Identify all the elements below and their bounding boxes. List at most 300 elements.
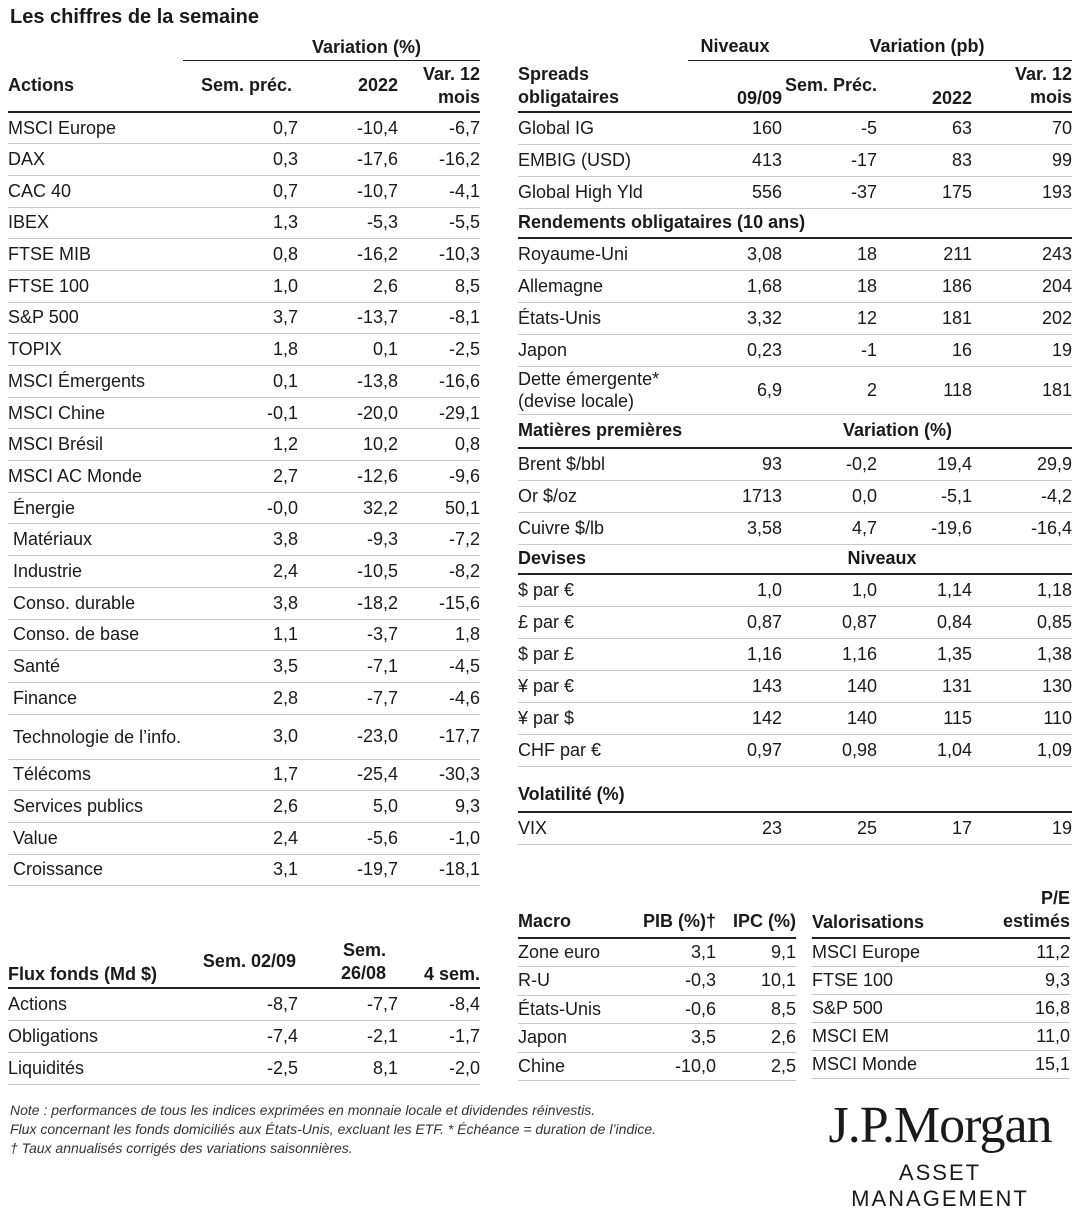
cell-value: 0,8 <box>183 239 298 271</box>
cell-value: 2,6 <box>183 791 298 823</box>
row-label: IBEX <box>8 207 183 239</box>
cell-value: 0,1 <box>183 366 298 398</box>
devises-body <box>518 574 1072 766</box>
cell-value: 3,5 <box>183 651 298 683</box>
row-label: Énergie <box>8 492 183 524</box>
cell-value: 70 <box>972 112 1072 144</box>
variation-group-header: Variation (pb) <box>782 34 1072 60</box>
row-label: MSCI Europe <box>8 112 183 144</box>
col-header: Sem. préc. <box>183 60 298 112</box>
row-label: R-U <box>518 967 630 996</box>
macro-table <box>518 906 796 1081</box>
table-row <box>812 966 1070 994</box>
col-header: 4 sem. <box>398 936 480 988</box>
table-row <box>8 334 480 366</box>
table-row <box>8 759 480 791</box>
row-label: FTSE MIB <box>8 239 183 271</box>
cell-value: -19,6 <box>877 512 972 544</box>
cell-value: 1,0 <box>782 574 877 606</box>
cell-value: 17 <box>877 812 972 844</box>
cell-value: -15,6 <box>398 587 480 619</box>
row-label: Obligations <box>8 1020 188 1052</box>
table-row <box>812 1050 1070 1078</box>
table-row <box>8 492 480 524</box>
cell-value: 118 <box>877 366 972 414</box>
table-row <box>518 448 1072 480</box>
cell-value: -7,1 <box>298 651 398 683</box>
page-title: Les chiffres de la semaine <box>10 6 260 28</box>
cell-value: -17,7 <box>398 714 480 759</box>
cell-value: -10,0 <box>630 1052 716 1081</box>
niveaux-group-header: Niveaux <box>688 34 782 60</box>
cell-value: 5,0 <box>298 791 398 823</box>
cell-value: -4,5 <box>398 651 480 683</box>
row-label: £ par € <box>518 606 688 638</box>
cell-value: 140 <box>782 670 877 702</box>
cell-value: -1 <box>782 334 877 366</box>
table-row <box>8 270 480 302</box>
section-title: Volatilité (%) <box>518 778 1072 812</box>
valorisations-table <box>812 884 1070 1079</box>
cell-value: 1,04 <box>877 734 972 766</box>
table-row <box>518 938 796 967</box>
cell-value: -16,2 <box>398 144 480 176</box>
cell-value: -2,5 <box>188 1052 298 1084</box>
row-label: Actions <box>8 988 188 1020</box>
row-label: Allemagne <box>518 270 688 302</box>
cell-value: 12 <box>782 302 877 334</box>
row-label: Global High Yld <box>518 176 688 208</box>
table-row <box>518 270 1072 302</box>
table-row <box>8 791 480 823</box>
cell-value: 1,0 <box>183 270 298 302</box>
row-label: S&P 500 <box>812 994 980 1022</box>
cell-value: 19 <box>972 334 1072 366</box>
cell-value: -8,1 <box>398 302 480 334</box>
table-row <box>8 366 480 398</box>
rendements-body <box>518 238 1072 414</box>
cell-value: -17,6 <box>298 144 398 176</box>
cell-value: 2 <box>782 366 877 414</box>
cell-value: 2,6 <box>298 270 398 302</box>
cell-value: 6,9 <box>688 366 782 414</box>
row-label: États-Unis <box>518 995 630 1024</box>
cell-value: 0,3 <box>183 144 298 176</box>
cell-value: 2,5 <box>716 1052 796 1081</box>
section-subtitle: Variation (%) <box>782 414 972 448</box>
col-header: 2022 <box>877 60 972 112</box>
col-header: Actions <box>8 60 183 112</box>
logo-wordmark: J.P.Morgan <box>828 1097 1052 1154</box>
cell-value: -16,2 <box>298 239 398 271</box>
row-label: DAX <box>8 144 183 176</box>
cell-value: 1,14 <box>877 574 972 606</box>
cell-value: 63 <box>877 112 972 144</box>
cell-value: 9,3 <box>398 791 480 823</box>
cell-value: 19 <box>972 812 1072 844</box>
cell-value: -9,6 <box>398 461 480 493</box>
cell-value: 204 <box>972 270 1072 302</box>
row-label: Télécoms <box>8 759 183 791</box>
cell-value: 10,2 <box>298 429 398 461</box>
cell-value: -7,7 <box>298 988 398 1020</box>
cell-value: 15,1 <box>980 1050 1070 1078</box>
volatilite-body <box>518 812 1072 844</box>
row-label: Royaume-Uni <box>518 238 688 270</box>
cell-value: -30,3 <box>398 759 480 791</box>
table-row <box>518 702 1072 734</box>
table-row <box>518 238 1072 270</box>
col-header: Var. 12 mois <box>398 60 480 112</box>
cell-value: -4,1 <box>398 175 480 207</box>
footnote-line: † Taux annualisés corrigés des variations saisonnières. <box>10 1140 353 1156</box>
cell-value: 3,0 <box>183 714 298 759</box>
row-label: EMBIG (USD) <box>518 144 688 176</box>
cell-value: 23 <box>688 812 782 844</box>
cell-value: 211 <box>877 238 972 270</box>
cell-value: 2,6 <box>716 1024 796 1053</box>
cell-value: -10,4 <box>298 112 398 144</box>
table-row <box>812 938 1070 966</box>
row-label: Matériaux <box>8 524 183 556</box>
cell-value: -5,5 <box>398 207 480 239</box>
cell-value: -10,7 <box>298 175 398 207</box>
row-label: MSCI Chine <box>8 397 183 429</box>
row-label: ¥ par $ <box>518 702 688 734</box>
row-label: MSCI AC Monde <box>8 461 183 493</box>
table-row <box>518 112 1072 144</box>
col-header: Flux fonds (Md $) <box>8 936 188 988</box>
cell-value: 18 <box>782 270 877 302</box>
table-row <box>8 556 480 588</box>
cell-value: 0,7 <box>183 112 298 144</box>
table-row <box>8 822 480 854</box>
cell-value: 202 <box>972 302 1072 334</box>
table-row <box>8 619 480 651</box>
table-row <box>518 512 1072 544</box>
cell-value: 0,97 <box>688 734 782 766</box>
table-row <box>518 1052 796 1081</box>
cell-value: 140 <box>782 702 877 734</box>
cell-value: 3,5 <box>630 1024 716 1053</box>
table-row <box>8 112 480 144</box>
cell-value: 3,1 <box>183 854 298 886</box>
table-row <box>518 967 796 996</box>
row-label: MSCI Europe <box>812 938 980 966</box>
cell-value: -6,7 <box>398 112 480 144</box>
cell-value: 1,1 <box>183 619 298 651</box>
cell-value: 1,16 <box>688 638 782 670</box>
row-label: FTSE 100 <box>812 966 980 994</box>
cell-value: 8,5 <box>716 995 796 1024</box>
table-row <box>8 988 480 1020</box>
cell-value: 110 <box>972 702 1072 734</box>
table-row <box>812 994 1070 1022</box>
row-label: CAC 40 <box>8 175 183 207</box>
cell-value: 3,1 <box>630 938 716 967</box>
cell-value: 181 <box>972 366 1072 414</box>
table-row <box>518 1024 796 1053</box>
cell-value: 115 <box>877 702 972 734</box>
cell-value: -1,7 <box>398 1020 480 1052</box>
cell-value: 1,35 <box>877 638 972 670</box>
cell-value: -0,6 <box>630 995 716 1024</box>
cell-value: 556 <box>688 176 782 208</box>
cell-value: 1,09 <box>972 734 1072 766</box>
cell-value: 3,32 <box>688 302 782 334</box>
footnote <box>10 1101 740 1158</box>
row-label: Liquidités <box>8 1052 188 1084</box>
cell-value: 1,7 <box>183 759 298 791</box>
flux-table <box>8 936 480 1085</box>
cell-value: 2,7 <box>183 461 298 493</box>
spreads-body <box>518 112 1072 208</box>
row-label: Conso. durable <box>8 587 183 619</box>
cell-value: -2,1 <box>298 1020 398 1052</box>
row-label: MSCI Brésil <box>8 429 183 461</box>
cell-value: -0,0 <box>183 492 298 524</box>
row-label: ¥ par € <box>518 670 688 702</box>
cell-value: -0,3 <box>630 967 716 996</box>
cell-value: 175 <box>877 176 972 208</box>
col-header: Sem. 02/09 <box>188 936 298 988</box>
col-header: 09/09 <box>688 60 782 112</box>
section-subtitle: Niveaux <box>782 544 972 574</box>
cell-value: 32,2 <box>298 492 398 524</box>
row-label: Santé <box>8 651 183 683</box>
cell-value: 1,2 <box>183 429 298 461</box>
cell-value: 18 <box>782 238 877 270</box>
table-row <box>8 524 480 556</box>
cell-value: -29,1 <box>398 397 480 429</box>
cell-value: 1,68 <box>688 270 782 302</box>
jpmorgan-logo <box>814 1098 1066 1212</box>
cell-value: -16,4 <box>972 512 1072 544</box>
row-label: FTSE 100 <box>8 270 183 302</box>
cell-value: 0,1 <box>298 334 398 366</box>
row-label: Finance <box>8 682 183 714</box>
row-label: Technologie de l’info. <box>8 714 183 759</box>
section-title: Rendements obligataires (10 ans) <box>518 208 1072 238</box>
cell-value: -2,0 <box>398 1052 480 1084</box>
col-header: Macro <box>518 906 630 938</box>
table-row <box>518 670 1072 702</box>
cell-value: 93 <box>688 448 782 480</box>
cell-value: -18,1 <box>398 854 480 886</box>
col-header: PIB (%)† <box>630 906 716 938</box>
table-row <box>8 175 480 207</box>
cell-value: 1,8 <box>183 334 298 366</box>
cell-value: -4,2 <box>972 480 1072 512</box>
cell-value: 3,8 <box>183 524 298 556</box>
cell-value: 0,7 <box>183 175 298 207</box>
row-label: TOPIX <box>8 334 183 366</box>
table-row <box>518 366 1072 414</box>
cell-value: -13,7 <box>298 302 398 334</box>
cell-value: 3,8 <box>183 587 298 619</box>
cell-value: 3,7 <box>183 302 298 334</box>
cell-value: 1713 <box>688 480 782 512</box>
cell-value: 1,3 <box>183 207 298 239</box>
cell-value: 16 <box>877 334 972 366</box>
cell-value: 1,38 <box>972 638 1072 670</box>
col-header: 2022 <box>298 60 398 112</box>
cell-value: 0,98 <box>782 734 877 766</box>
cell-value: -7,7 <box>298 682 398 714</box>
row-label: $ par £ <box>518 638 688 670</box>
cell-value: 10,1 <box>716 967 796 996</box>
table-row <box>8 144 480 176</box>
table-row <box>8 854 480 886</box>
row-label: Industrie <box>8 556 183 588</box>
table-row <box>8 651 480 683</box>
cell-value: -2,5 <box>398 334 480 366</box>
row-label: MSCI Émergents <box>8 366 183 398</box>
table-row <box>518 734 1072 766</box>
cell-value: -25,4 <box>298 759 398 791</box>
cell-value: 186 <box>877 270 972 302</box>
table-row <box>8 239 480 271</box>
table-row <box>8 461 480 493</box>
cell-value: -10,3 <box>398 239 480 271</box>
cell-value: 0,0 <box>782 480 877 512</box>
cell-value: -0,2 <box>782 448 877 480</box>
cell-value: 142 <box>688 702 782 734</box>
table-row <box>518 480 1072 512</box>
row-label: Chine <box>518 1052 630 1081</box>
flux-body <box>8 988 480 1084</box>
row-label: Croissance <box>8 854 183 886</box>
table-row <box>518 638 1072 670</box>
cell-value: 25 <box>782 812 877 844</box>
row-label: Zone euro <box>518 938 630 967</box>
cell-value: 1,8 <box>398 619 480 651</box>
table-row <box>812 1022 1070 1050</box>
valorisations-body <box>812 938 1070 1078</box>
table-row <box>518 176 1072 208</box>
cell-value: 193 <box>972 176 1072 208</box>
cell-value: 0,87 <box>688 606 782 638</box>
cell-value: 16,8 <box>980 994 1070 1022</box>
cell-value: -5,1 <box>877 480 972 512</box>
cell-value: 0,87 <box>782 606 877 638</box>
cell-value: -37 <box>782 176 877 208</box>
cell-value: 9,3 <box>980 966 1070 994</box>
cell-value: -19,7 <box>298 854 398 886</box>
cell-value: -3,7 <box>298 619 398 651</box>
cell-value: 4,7 <box>782 512 877 544</box>
cell-value: 8,1 <box>298 1052 398 1084</box>
table-row <box>8 714 480 759</box>
cell-value: 50,1 <box>398 492 480 524</box>
section-title: Devises <box>518 544 782 574</box>
cell-value: -7,2 <box>398 524 480 556</box>
cell-value: -20,0 <box>298 397 398 429</box>
cell-value: 0,85 <box>972 606 1072 638</box>
cell-value: -1,0 <box>398 822 480 854</box>
row-label: Dette émergente* (devise locale) <box>518 366 688 414</box>
cell-value: -5,6 <box>298 822 398 854</box>
col-header: Valorisations <box>812 884 980 938</box>
cell-value: 29,9 <box>972 448 1072 480</box>
macro-body <box>518 938 796 1081</box>
cell-value: -23,0 <box>298 714 398 759</box>
row-label: Conso. de base <box>8 619 183 651</box>
cell-value: -16,6 <box>398 366 480 398</box>
cell-value: -12,6 <box>298 461 398 493</box>
col-header: Sem. 26/08 <box>298 936 398 988</box>
row-label: Services publics <box>8 791 183 823</box>
cell-value: 2,8 <box>183 682 298 714</box>
row-label: CHF par € <box>518 734 688 766</box>
table-row <box>8 302 480 334</box>
table-row <box>518 606 1072 638</box>
cell-value: 243 <box>972 238 1072 270</box>
cell-value: 3,58 <box>688 512 782 544</box>
row-label: S&P 500 <box>8 302 183 334</box>
row-label: Brent $/bbl <box>518 448 688 480</box>
table-row <box>518 144 1072 176</box>
cell-value: -18,2 <box>298 587 398 619</box>
logo-subtitle: ASSET MANAGEMENT <box>851 1160 1029 1211</box>
table-row <box>8 429 480 461</box>
matieres-body <box>518 448 1072 544</box>
section-title: Matières premières <box>518 414 782 448</box>
cell-value: 0,84 <box>877 606 972 638</box>
cell-value: 0,8 <box>398 429 480 461</box>
row-label: Value <box>8 822 183 854</box>
cell-value: -17 <box>782 144 877 176</box>
cell-value: 9,1 <box>716 938 796 967</box>
cell-value: 83 <box>877 144 972 176</box>
table-row <box>518 574 1072 606</box>
row-label: États-Unis <box>518 302 688 334</box>
cell-value: 11,2 <box>980 938 1070 966</box>
cell-value: 8,5 <box>398 270 480 302</box>
table-row <box>8 1020 480 1052</box>
cell-value: 0,23 <box>688 334 782 366</box>
row-label: Global IG <box>518 112 688 144</box>
cell-value: 1,16 <box>782 638 877 670</box>
cell-value: 181 <box>877 302 972 334</box>
cell-value: 3,08 <box>688 238 782 270</box>
cell-value: 11,0 <box>980 1022 1070 1050</box>
cell-value: -9,3 <box>298 524 398 556</box>
row-label: VIX <box>518 812 688 844</box>
cell-value: 1,18 <box>972 574 1072 606</box>
cell-value: -8,7 <box>188 988 298 1020</box>
cell-value: 2,4 <box>183 822 298 854</box>
cell-value: 131 <box>877 670 972 702</box>
cell-value: 130 <box>972 670 1072 702</box>
cell-value: -13,8 <box>298 366 398 398</box>
cell-value: -7,4 <box>188 1020 298 1052</box>
table-row <box>8 587 480 619</box>
table-row <box>518 995 796 1024</box>
col-header: IPC (%) <box>716 906 796 938</box>
row-label: Cuivre $/lb <box>518 512 688 544</box>
col-header: Spreads obligataires <box>518 60 688 112</box>
footnote-line: Note : performances de tous les indices exprimées en monnaie locale et dividendes réinvestis. <box>10 1102 596 1118</box>
actions-table <box>8 36 480 886</box>
markets-table <box>518 34 1072 845</box>
table-row <box>8 207 480 239</box>
col-header: P/E estimés <box>980 884 1070 938</box>
actions-group-header: Variation (%) <box>183 36 480 60</box>
cell-value: 99 <box>972 144 1072 176</box>
footnote-line: Flux concernant les fonds domiciliés aux États-Unis, excluant les ETF. * Échéance = duration de l’indice. <box>10 1121 657 1137</box>
cell-value: -8,4 <box>398 988 480 1020</box>
